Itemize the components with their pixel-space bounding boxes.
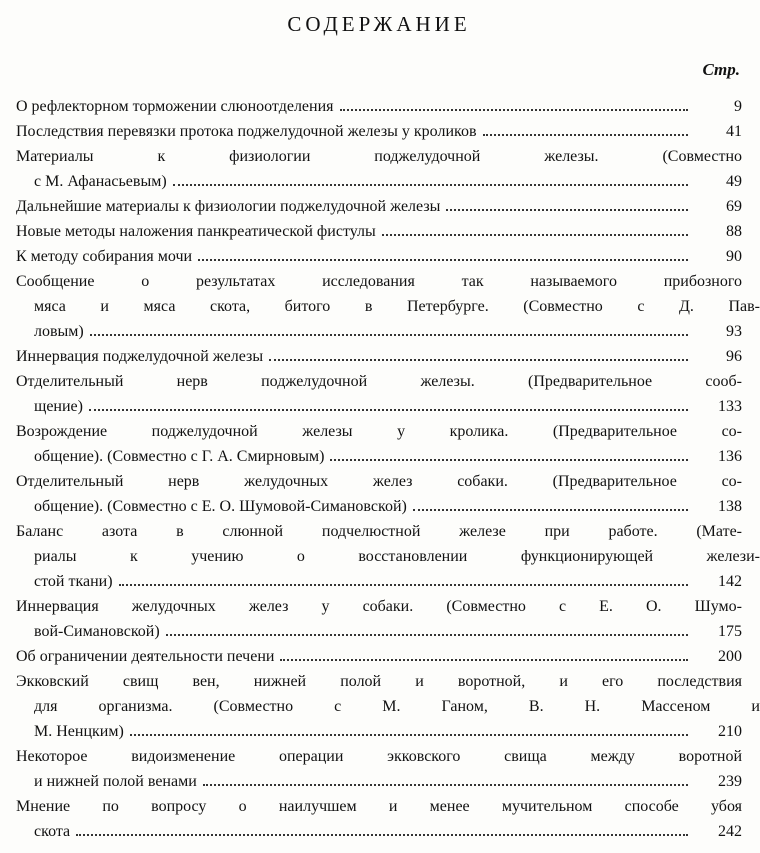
dot-leader xyxy=(413,508,688,511)
toc-page-number: 90 xyxy=(726,248,742,265)
toc-page-number: 41 xyxy=(726,123,742,140)
dot-leader xyxy=(280,658,688,661)
toc-entry xyxy=(16,744,742,794)
toc-entry xyxy=(16,219,742,244)
toc-entry xyxy=(16,94,742,119)
toc-page-number: 200 xyxy=(718,648,742,665)
toc-entry-text: для организма. (Совместно с М. Ганом, В. Н. Массеном и xyxy=(34,698,760,715)
toc-entry xyxy=(16,369,742,419)
dot-leader xyxy=(90,333,688,336)
toc-entry-text: Сообщение о результатах исследования так называемого прибозного xyxy=(16,273,742,290)
toc-entry-text: Мнение по вопросу о наилучшем и менее мучительном способе убоя xyxy=(16,798,742,815)
toc-entry-text: Некоторое видоизменение операции экковского свища между воротной xyxy=(16,748,742,765)
toc-entry xyxy=(16,794,742,844)
dot-leader xyxy=(203,783,688,786)
toc-list xyxy=(16,94,760,844)
toc-page-number: 138 xyxy=(718,498,742,515)
page-column-header: Стр. xyxy=(702,60,740,79)
dot-leader xyxy=(166,633,688,636)
toc-page-number: 242 xyxy=(718,823,742,840)
toc-entry xyxy=(16,594,742,644)
toc-page-number: 49 xyxy=(726,173,742,190)
toc-entry xyxy=(16,269,760,344)
toc-entry-text: с М. Афанасьевым) xyxy=(34,173,167,190)
dot-leader xyxy=(173,183,688,186)
toc-entry-text: вой-Симановской) xyxy=(34,623,160,640)
toc-entry xyxy=(16,194,742,219)
toc-entry xyxy=(16,344,742,369)
toc-entry xyxy=(16,469,742,519)
toc-entry-text: стой ткани) xyxy=(34,573,113,590)
toc-entry-text: Последствия перевязки протока поджелудочной железы у кроликов xyxy=(16,123,477,140)
toc-page-number: 136 xyxy=(718,448,742,465)
toc-entry-text: Об ограничении деятельности печени xyxy=(16,648,275,665)
dot-leader xyxy=(76,833,688,836)
toc-entry-text: риалы к учению о восстановлении функционирующей желези- xyxy=(34,548,760,565)
dot-leader xyxy=(269,358,688,361)
dot-leader xyxy=(382,233,688,236)
dot-leader xyxy=(89,408,688,411)
toc-entry xyxy=(16,119,742,144)
toc-entry-text: К методу собирания мочи xyxy=(16,248,193,265)
toc-entry-text: общение). (Совместно с Е. О. Шумовой-Симановской) xyxy=(34,498,407,515)
dot-leader xyxy=(483,133,688,136)
toc-entry-text: Иннервация поджелудочной железы xyxy=(16,348,264,365)
toc-entry-text: Дальнейшие материалы к физиологии поджелудочной железы xyxy=(16,198,441,215)
toc-page-number: 210 xyxy=(718,723,742,740)
toc-entry-text: щение) xyxy=(34,398,83,415)
toc-entry-text: Материалы к физиологии поджелудочной железы. (Совместно xyxy=(16,148,742,165)
toc-entry-text: ловым) xyxy=(34,323,84,340)
toc-entry-text: Баланс азота в слюнной подчелюстной железе при работе. (Мате- xyxy=(16,523,742,540)
toc-page-number: 239 xyxy=(718,773,742,790)
toc-page-number: 142 xyxy=(718,573,742,590)
toc-entry-text: и нижней полой венами xyxy=(34,773,197,790)
dot-leader xyxy=(198,258,688,261)
toc-entry xyxy=(16,519,760,594)
toc-entry-text: Экковский свищ вен, нижней полой и воротной, и его последствия xyxy=(16,673,742,690)
toc-entry xyxy=(16,419,742,469)
toc-entry-text: М. Ненцким) xyxy=(34,723,124,740)
toc-entry xyxy=(16,144,742,194)
toc-entry-text: Отделительный нерв желудочных желез собаки. (Предварительное со- xyxy=(16,473,742,490)
dot-leader xyxy=(446,208,688,211)
toc-page-number: 9 xyxy=(734,98,742,115)
dot-leader xyxy=(130,733,688,736)
toc-entry xyxy=(16,669,760,744)
toc-entry-text: мяса и мяса скота, битого в Петербурге. (Совместно с Д. Пав- xyxy=(34,298,760,315)
toc-page-number: 88 xyxy=(726,223,742,240)
toc-page-number: 69 xyxy=(726,198,742,215)
toc-entry-text: Иннервация желудочных желез у собаки. (Совместно с Е. О. Шумо- xyxy=(16,598,742,615)
page-title: СОДЕРЖАНИЕ xyxy=(287,12,471,36)
dot-leader xyxy=(119,583,688,586)
toc-page-number: 96 xyxy=(726,348,742,365)
toc-entry xyxy=(16,244,742,269)
toc-entry-text: общение). (Совместно с Г. А. Смирновым) xyxy=(34,448,325,465)
toc-entry-text: Новые методы наложения панкреатической фистулы xyxy=(16,223,376,240)
toc-entry-text: Отделительный нерв поджелудочной железы. (Предварительное сооб- xyxy=(16,373,742,390)
toc-page-number: 133 xyxy=(718,398,742,415)
toc-page-number: 93 xyxy=(726,323,742,340)
toc-entry xyxy=(16,644,742,669)
toc-entry-text: скота xyxy=(34,823,71,840)
toc-entry-text: О рефлекторном торможении слюноотделения xyxy=(16,98,334,115)
toc-page-number: 175 xyxy=(718,623,742,640)
toc-entry-text: Возрождение поджелудочной железы у кролика. (Предварительное со- xyxy=(16,423,742,440)
dot-leader xyxy=(330,458,688,461)
dot-leader xyxy=(340,108,688,111)
